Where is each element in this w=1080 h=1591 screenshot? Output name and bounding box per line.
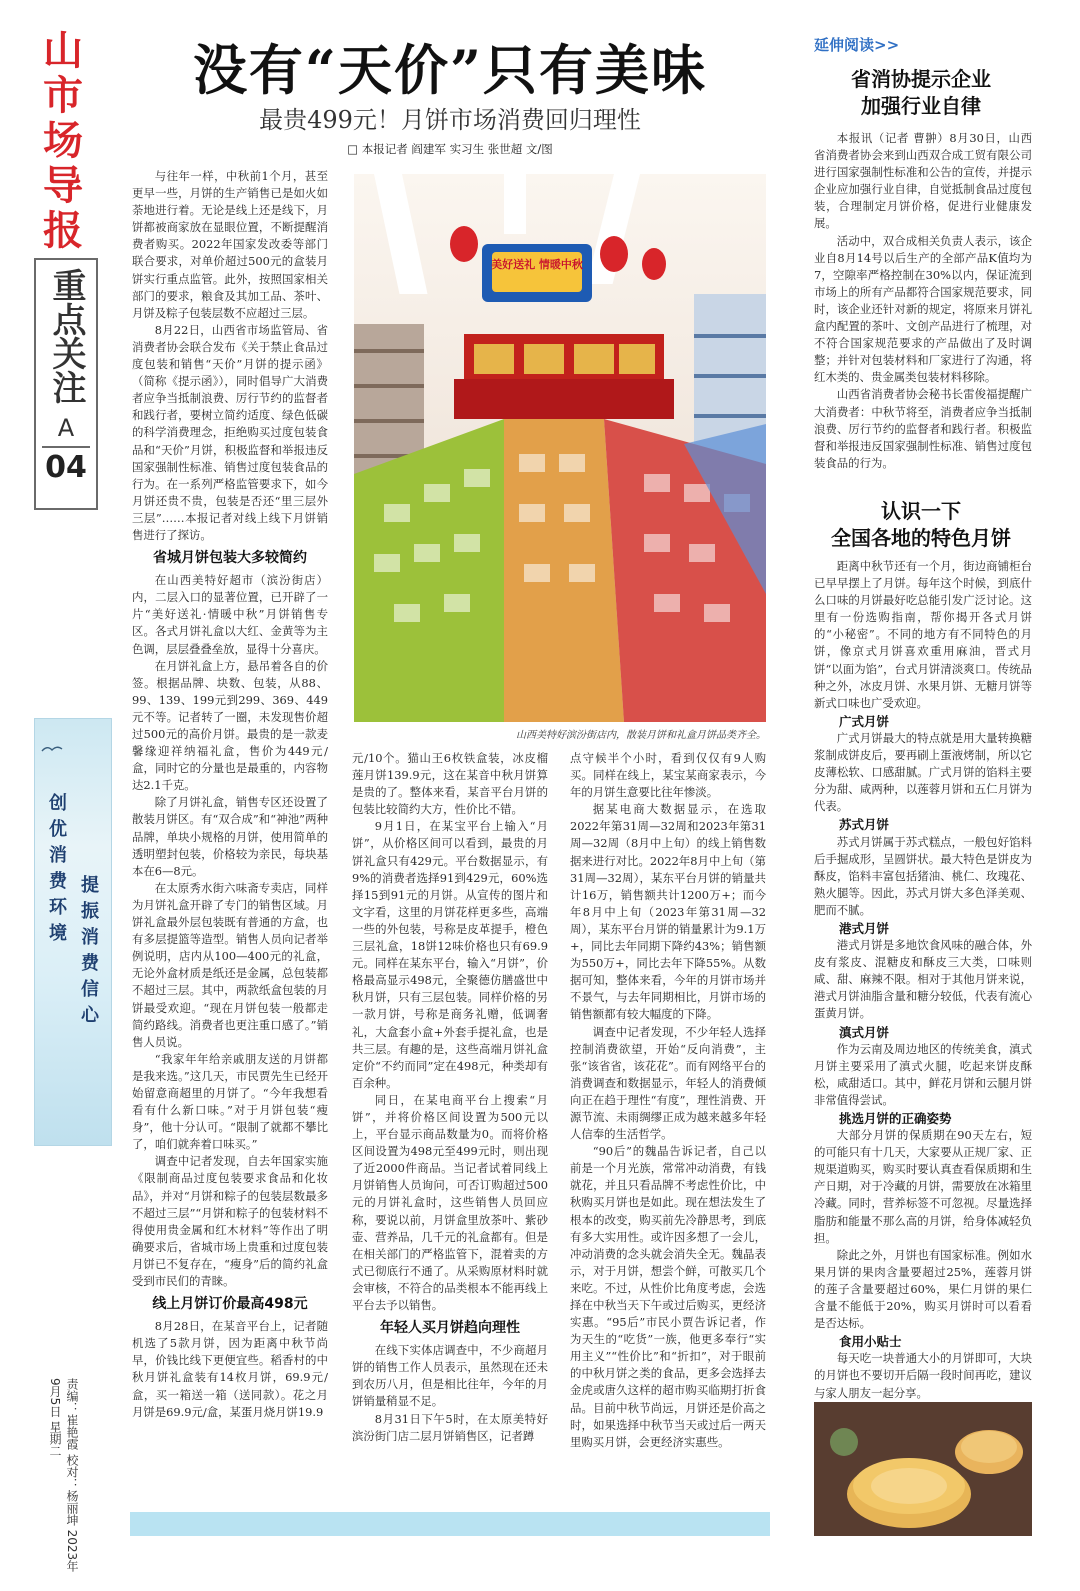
kind-heading: 广式月饼: [839, 713, 890, 729]
article-column-2: [352, 750, 548, 1508]
extended-reading-link[interactable]: 延伸阅读>>: [814, 36, 900, 54]
masthead-char: 场: [43, 117, 83, 164]
masthead-logo: [28, 28, 98, 253]
slogan-banner: [34, 718, 112, 1146]
paragraph: 9月1日，在某宝平台上输入“月饼”，从价格区间可以看到，最贵的月饼礼盒只有429元。平台数据显示，有9%的消费者选择91到429元，60%选择15到91元的月饼。从宣传的图片和文字看，这里的月饼花样更多些，高端一些的外包装，号称是皮革提手，橙色三层礼盒，18饼12味价格也只有69.9元。同样在某东平台，输入“月饼”，价格最高显示498元，全聚德仿膳盛世中秋月饼，只有三层包装。同样价格的另一款月饼，号称是商务礼赠，低调奢礼，大盒套小盒+外套手提礼盒，也是共三层。有趣的是，这些高端月饼礼盒定价“不约而同”定在498元，种类却有百余种。: [352, 819, 548, 1090]
sidebar-article-1: [814, 130, 1032, 470]
paragraph: 苏式月饼属于苏式糕点，一般包好馅料后手掘成形，呈圆饼状。最大特色是饼皮为酥皮，馅料丰富包括猪油、桃仁、玫瑰花、熟火腿等。因此，苏式月饼大多色泽美观、肥而不腻。: [814, 834, 1032, 917]
kind-heading: 挑选月饼的正确姿势: [839, 1111, 952, 1126]
section-name: 重点关注: [46, 268, 86, 404]
paragraph: 作为云南及周边地区的传统美食，滇式月饼主要采用了滇式火腿，吃起来饼皮酥松，咸甜适口。其中，鲜花月饼和云腿月饼非常值得尝试。: [814, 1041, 1032, 1107]
paragraph: 本报讯（记者 曹翀）8月30日，山西省消费者协会来到山西双合成工贸有限公司进行国家强制性标准和公告的宣传，并提示企业应加强行业自律，自觉抵制食品过度包装，合理制定月饼价格，促进行业健康发展。: [814, 131, 1032, 231]
kind-heading: 苏式月饼: [839, 817, 890, 833]
section-page-number: 04: [42, 446, 90, 485]
paragraph: 在月饼礼盒上方，悬吊着各自的价签。根据品牌、块数、包装，从88、99、139、199元到299、369、449元不等。记者转了一圈，未发现售价超过500元的高价月饼。最贵的是一款麦馨缘迎祥纳福礼盒，售价为449元/盒，同时它的分量也是最重的，内容物达2.1千克。: [132, 658, 328, 793]
sidebar-article-title: [810, 498, 1032, 552]
masthead-char: 报: [43, 207, 83, 254]
section-code: A: [57, 414, 75, 442]
section-subheading: 线上月饼订价最高498元: [152, 1296, 308, 1313]
masthead: [28, 28, 104, 253]
paragraph: 除此之外，月饼也有国家标准。例如水果月饼的果肉含量要超过25%，莲蓉月饼的莲子含量要超过60%，果仁月饼的果仁含量不能低于20%，购买月饼时可以看看是否达标。: [814, 1247, 1032, 1331]
kind-heading: 港式月饼: [839, 920, 890, 936]
page-credits: 责编：崔艳霞 校对：杨丽坤 2023年9月5日 星期二: [48, 1378, 79, 1573]
masthead-char: 市: [43, 72, 83, 119]
article-column-1: [132, 168, 328, 1508]
slogan-line-1: 创优消费环境: [46, 793, 67, 949]
bird-icon: [41, 743, 63, 755]
paragraph: 同日，在某电商平台上搜索“月饼”，并将价格区间设置为500元以上，平台显示商品数量为0。而将价格区间设置为498元至499元时，则出现了近2000件商品。当记者试着同线上月饼销售人员询问，可否订购超过500元的月饼礼盒时，这些销售人员回应称，要说以前，月饼盒里放茶叶、紫砂壶、营养品，几千元的礼盒都有。但是在相关部门的严格监管下，混着卖的方式已彻底行不通了。从采购原材料时就会审核，不符合的品类根本不能再线上平台去予以销售。: [352, 1092, 548, 1312]
paragraph: “我家年年给亲戚朋友送的月饼都是我来选。”这几天，市民贾先生已经开始留意商超里的月饼了。“今年我想看看有什么新口味。”对于月饼包装“瘦身”，他十分认可。“限制了就都不攀比了，咱们就奔着口味买。”: [132, 1051, 328, 1152]
paragraph: 港式月饼是多地饮食风味的融合体，外皮有浆皮、混糖皮和酥皮三大类，口味则咸、甜、麻辣不限。相对于其他月饼来说，港式月饼油脂含量和糖分较低，代表有流心蛋黄月饼。: [814, 938, 1032, 1021]
title-line: 认识一下: [881, 499, 961, 523]
mooncake-display-illustration: [354, 174, 766, 722]
paragraph: 点守候半个小时，看到仅仅有9人购买。同样在线上，某宝某商家表示，今年的月饼生意要比往年惨淡。: [570, 751, 766, 800]
paragraph: 调查中记者发现，自去年国家实施《限制商品过度包装要求食品和化妆品》，并对“月饼和粽子的包装层数最多不超过三层”“月饼和粽子的包装材料不得使用贵金属和红木材料”等作出了明确要求后，省城市场上贵重和过度包装月饼已不复存在，“瘦身”后的简约礼盒受到市民们的青睐。: [132, 1154, 328, 1288]
sidebar-article-title: [810, 66, 1032, 120]
paragraph: 元/10个。猫山王6枚铁盒装，冰皮榴莲月饼139.9元，这在某音中秋月饼算是贵的了。整体来看，某音平台月饼的包装比较简约大方，性价比不错。: [352, 751, 548, 817]
sidebar-article-2: [814, 558, 1032, 1400]
supermarket-photo: [354, 174, 766, 722]
headline: 没有“天价”只有美味: [192, 38, 708, 102]
banner-text: 美好送礼 情暖中秋: [491, 258, 583, 271]
paragraph: 大部分月饼的保质期在90天左右，短的可能只有十几天，大家要从正规厂家、正规渠道购买，购买时要认真查看保质期和生产日期，对于冷藏的月饼，需要放在冰箱里冷藏。同时，营养标签不可忽视。尽量选择脂肪和能量不那么高的月饼，给身体减轻负担。: [814, 1128, 1032, 1245]
kind-heading: 滇式月饼: [839, 1024, 890, 1040]
slogan-line-2: 提振消费信心: [78, 875, 99, 1031]
paragraph: 与往年一样，中秋前1个月，甚至更早一些，月饼的生产销售已是如火如荼地进行着。无论是线上还是线下，月饼都被商家放在显眼位置，不断提醒消费者购买。2022年国家发改委等部门联合要求，对单价超过500元的盒装月饼实行重点监管。此外，按照国家相关部门的要求，粮食及其加工品、茶叶、月饼及粽子包装层数不应超过三层。: [132, 169, 328, 320]
photo-caption: 山西美特好滨汾街店内，散装月饼和礼盒月饼品类齐全。: [516, 730, 766, 741]
mooncake-illustration: [814, 1402, 1032, 1536]
paragraph: 在山西美特好超市（滨汾街店）内，二层入口的显著位置，已开辟了一片“美好送礼·情暖中秋”月饼销售专区。各式月饼礼盒以大红、金黄等为主色调，层层叠叠垒放，显得十分喜庆。: [132, 573, 328, 656]
title-line: 加强行业自律: [861, 94, 981, 118]
masthead-char: 导: [43, 162, 83, 209]
paragraph: 调查中记者发现，不少年轻人选择控制消费欲望，开始“反向消费”，主张“该省省，该花花”。而有网络平台的消费调查和数据显示，年轻人的消费倾向正在趋于理性“有度”，理性消费、开源节流、未雨绸缪正成为越来越多年轻人信奉的生活哲学。: [570, 1024, 766, 1142]
byline: □ 本报记者 阎建军 实习生 张世超 文/图: [347, 142, 553, 156]
decorative-footer-bar: [130, 1512, 770, 1536]
paragraph: 在线下实体店调查中，不少商超月饼的销售工作人员表示，虽然现在还未到农历八月，但是相比往年，今年的月饼销量稍显不足。: [352, 1343, 548, 1409]
title-line: 省消协提示企业: [851, 67, 991, 91]
paragraph: 除了月饼礼盒，销售专区还设置了散装月饼区。有“双合成”和“神池”两种品牌，单块小规格的月饼，使用简单的透明塑封包装，价格较为亲民，每块基本在6—8元。: [132, 795, 328, 878]
mooncake-photo: [814, 1402, 1032, 1536]
kind-heading: 食用小贴士: [839, 1334, 902, 1350]
paragraph: 据某电商大数据显示，在选取2022年第31周—32周和2023年第31周—32周（8月中上旬）的线上销售数据来进行对比。2022年8月中上旬（第31周—32周），某东平台月饼的销量共计16万，销售额共计1200万+；而今年8月中上旬（2023年第31周—32周），某东平台月饼的销量累计为9.1万+，同比去年同期下降约43%；销售额为550万+，同比去年下降55%。从数据可知，整体来看，今年的月饼市场并不景气，与去年同期相比，月饼市场的销售额都有较大幅度的下降。: [570, 802, 766, 1022]
article-column-3: [570, 750, 766, 1508]
section-subheading: 省城月饼包装大多较简约: [153, 550, 307, 567]
subheadline: 最贵499元！月饼市场消费回归理性: [259, 106, 641, 134]
paragraph: 活动中，双合成相关负责人表示，该企业自8月14号以后生产的全部产品K值均为7，空隙率严格控制在30%以内，保证流到市场上的所有产品都符合国家规范要求，同时，该企业还针对新的规定，将原来月饼礼盒内配置的茶叶、文创产品进行了梳理，对不符合国家规范要求的产品做出了及时调整；并针对包装材料和厂家进行了沟通，将红木类的、贵金属类包装材料移除。: [814, 233, 1032, 385]
title-line: 全国各地的特色月饼: [831, 526, 1011, 550]
masthead-char: 山: [43, 27, 83, 74]
paragraph: 距离中秋节还有一个月，街边商铺柜台已早早摆上了月饼。每年这个时候，到底什么口味的月饼最好吃总能引发广泛讨论。这里有一份选购指南，帮你揭开各式月饼的“小秘密”。不同的地方有不同特色的月饼，像京式月饼喜欢重用麻油，晋式月饼“以面为馅”，台式月饼清淡爽口。传统品种之外，冰皮月饼、水果月饼、无糖月饼等新式口味也广受欢迎。: [814, 559, 1032, 710]
paragraph: 广式月饼最大的特点就是用大量转换糖浆制成饼皮后，要再刷上蛋液烤制，所以它皮薄松软、口感甜腻。广式月饼的馅料主要分为甜、咸两种，以莲蓉月饼和五仁月饼为代表。: [814, 730, 1032, 814]
section-subheading: 年轻人买月饼趋向理性: [380, 1320, 520, 1337]
paragraph: 在太原秀水街六味斋专卖店，同样为月饼礼盒开辟了专门的销售区域。月饼礼盒最外层包装既有普通的方盒，也有多层提篮等造型。销售人员向记者举例说明，店内从100—400元的礼盒，无论外盒材质是纸还是金属，总包装都不超过三层。其中，两款纸盒包装的月饼最受欢迎。“现在月饼包装一般都走简约路线。消费者也更注重口感了。”销售人员说。: [132, 880, 328, 1049]
paragraph: 8月31日下午5时，在太原美特好滨汾街门店二层月饼销售区，记者蹲: [352, 1411, 548, 1443]
paragraph: “90后”的魏晶告诉记者，自己以前是一个月光族，常常冲动消费，有钱就花，并且只看品牌不考虑性价比，中秋购买月饼也是如此。现在想法发生了根本的改变，购买前先冷静思考，到底有多大实用性。或许因多想了一会儿，冲动消费的念头就会消失全无。魏晶表示，对于月饼，想尝个鲜，可散买几个来吃。不过，从性价比角度考虑，会选择在中秋当天下午或过后购买，更经济实惠。“95后”市民小贾告诉记者，作为天生的“吃货”一族，他更多奉行“实用主义”“性价比”和“折扣”，对于眼前的中秋月饼之类的食品，更多会选择去金虎或唐久这样的超市购买临期打折食品。目前中秋节尚远，月饼还是价高之时，如果选择中秋节当天或过后一两天里购买月饼，会更经济实惠些。: [570, 1144, 766, 1449]
paragraph: 山西省消费者协会秘书长雷俊福提醒广大消费者：中秋节将至，消费者应争当抵制浪费、厉行节约的监督者和践行者。积极监督和举报违反国家强制性标准、销售过度包装食品的行为。: [814, 387, 1032, 470]
paragraph: 每天吃一块普通大小的月饼即可，大块的月饼也不要切开后隔一段时间再吃，建议与家人朋友一起分享。: [814, 1351, 1032, 1400]
paragraph: 8月28日，在某音平台上，记者随机选了5款月饼，因为距离中秋节尚早，价钱比线下更便宜些。稻香村的中秋月饼礼盒装有14枚月饼，69.9元/盒，买一箱送一箱（送同款）。花之月月饼是69.9元/盒，某蛋月烧月饼19.9: [132, 1319, 328, 1419]
section-label: [34, 258, 98, 510]
paragraph: 8月22日，山西省市场监管局、省消费者协会联合发布《关于禁止食品过度包装和销售“天价”月饼的提示函》（简称《提示函》），同时倡导广大消费者应争当抵制浪费、厉行节约的监督者和践行者，要树立简约适度、绿色低碳的科学消费理念，拒绝购买过度包装食品和“天价”月饼，积极监督和举报违反国家强制性标准、销售过度包装食品的行为。在一系列严格监管要求下，如今月饼还贵不贵，包装是否还“里三层外三层”……本报记者对线上线下月饼销售进行了探访。: [132, 322, 328, 542]
